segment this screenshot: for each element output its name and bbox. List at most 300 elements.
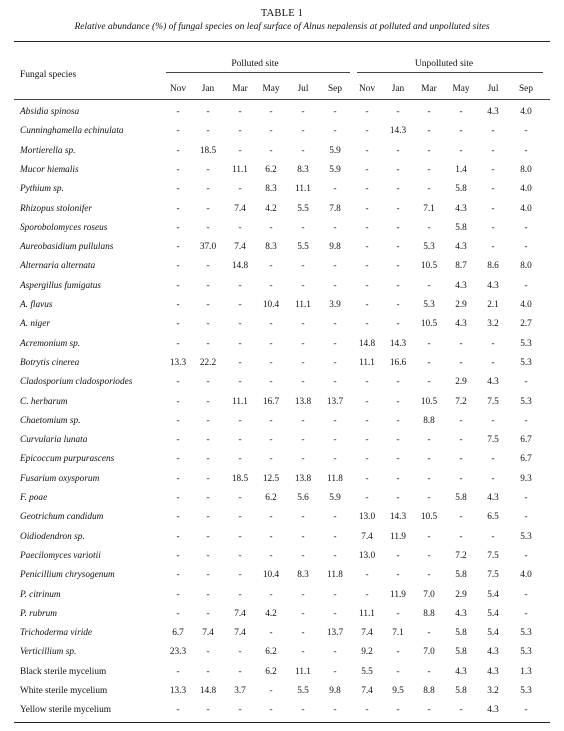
abundance-cell: - <box>396 608 400 619</box>
abundance-cell: 9.8 <box>329 686 341 696</box>
abundance-cell: - <box>301 280 305 291</box>
abundance-cell: 7.5 <box>487 550 499 561</box>
abundance-cell: - <box>269 435 273 446</box>
abundance-cell: 9.2 <box>361 647 373 658</box>
abundance-cell: - <box>491 473 495 484</box>
abundance-cell: 11.1 <box>232 164 248 175</box>
abundance-cell: - <box>491 357 495 368</box>
abundance-cell: - <box>206 164 210 175</box>
table-row <box>0 472 564 491</box>
abundance-cell: - <box>176 396 180 407</box>
abundance-cell: - <box>333 107 337 117</box>
abundance-cell: 2.9 <box>455 589 467 600</box>
abundance-cell: 5.3 <box>423 300 435 310</box>
abundance-cell: 11.8 <box>327 570 343 581</box>
species-name: Curvularia lunata <box>20 435 88 446</box>
abundance-cell: 5.3 <box>520 686 532 696</box>
species-name: F. poae <box>20 493 48 503</box>
abundance-cell: - <box>301 550 305 561</box>
abundance-cell: 7.1 <box>423 203 435 214</box>
abundance-cell: 5.3 <box>520 396 532 407</box>
abundance-cell: - <box>365 454 369 465</box>
abundance-cell: 14.8 <box>358 338 376 349</box>
abundance-cell: 10.5 <box>420 512 438 523</box>
abundance-cell: - <box>491 203 495 214</box>
abundance-cell: - <box>333 280 337 291</box>
abundance-cell: - <box>269 589 273 600</box>
abundance-cell: - <box>524 126 528 137</box>
abundance-cell: - <box>269 126 273 137</box>
abundance-cell: - <box>427 145 431 156</box>
abundance-cell: - <box>365 435 369 446</box>
abundance-cell: 5.9 <box>329 493 341 503</box>
abundance-cell: - <box>238 126 242 137</box>
abundance-cell: - <box>396 647 400 658</box>
abundance-cell: - <box>427 280 431 291</box>
abundance-cell: - <box>206 570 210 581</box>
table-row <box>0 510 564 529</box>
abundance-cell: 18.5 <box>231 473 249 484</box>
table-row <box>0 259 564 278</box>
abundance-cell: - <box>176 164 180 175</box>
table-row <box>0 375 564 394</box>
abundance-cell: 5.8 <box>455 628 467 639</box>
abundance-cell: - <box>269 531 273 542</box>
abundance-cell: - <box>396 145 400 156</box>
abundance-cell: 8.3 <box>297 164 309 175</box>
abundance-cell: 5.8 <box>455 570 467 581</box>
abundance-cell: - <box>206 126 210 137</box>
abundance-cell: - <box>491 145 495 156</box>
abundance-cell: - <box>176 242 180 253</box>
abundance-cell: 8.8 <box>423 686 435 696</box>
abundance-cell: 12.5 <box>262 473 280 484</box>
abundance-cell: - <box>206 280 210 291</box>
abundance-cell: - <box>365 164 369 175</box>
abundance-cell: 5.8 <box>455 493 467 503</box>
abundance-cell: 7.5 <box>487 570 499 581</box>
abundance-cell: - <box>206 107 210 117</box>
abundance-cell: 3.2 <box>487 686 499 696</box>
abundance-cell: - <box>491 164 495 175</box>
species-name: Penicillium chrysogenum <box>20 570 115 581</box>
abundance-cell: - <box>206 222 210 233</box>
abundance-cell: 6.5 <box>487 512 499 523</box>
abundance-cell: - <box>365 319 369 330</box>
abundance-cell: - <box>206 377 210 388</box>
abundance-cell: 14.3 <box>389 338 407 349</box>
abundance-cell: - <box>396 377 400 388</box>
abundance-cell: - <box>238 280 242 291</box>
abundance-cell: - <box>238 107 242 117</box>
abundance-cell: 4.3 <box>487 280 499 291</box>
abundance-cell: 7.2 <box>455 396 467 407</box>
abundance-cell: - <box>427 107 431 117</box>
species-name: Aureobasidium pullulans <box>20 242 114 253</box>
abundance-cell: - <box>301 589 305 600</box>
abundance-cell: 8.8 <box>423 415 435 426</box>
abundance-cell: 16.6 <box>389 357 407 368</box>
abundance-cell: - <box>427 570 431 581</box>
abundance-cell: - <box>238 300 242 310</box>
month-header: Mar <box>232 84 248 94</box>
abundance-cell: 4.3 <box>487 666 499 677</box>
abundance-cell: - <box>459 705 463 716</box>
abundance-cell: - <box>396 396 400 407</box>
species-name: Trichoderma viride <box>20 628 93 639</box>
species-name: Aspergillus fumigatus <box>20 280 102 291</box>
abundance-cell: - <box>301 107 305 117</box>
abundance-cell: - <box>176 473 180 484</box>
abundance-cell: 5.4 <box>487 589 499 600</box>
abundance-cell: - <box>301 145 305 156</box>
abundance-cell: 4.3 <box>487 107 499 117</box>
abundance-cell: - <box>427 493 431 503</box>
abundance-cell: - <box>238 222 242 233</box>
abundance-cell: 16.7 <box>262 396 280 407</box>
table-row <box>0 105 564 124</box>
abundance-cell: - <box>365 589 369 600</box>
abundance-cell: - <box>491 531 495 542</box>
abundance-cell: - <box>365 396 369 407</box>
table-row <box>0 182 564 201</box>
table-row <box>0 549 564 568</box>
abundance-cell: - <box>333 454 337 465</box>
abundance-cell: - <box>301 628 305 639</box>
abundance-cell: 8.7 <box>455 261 467 272</box>
abundance-cell: - <box>301 338 305 349</box>
abundance-cell: - <box>206 512 210 523</box>
abundance-cell: 6.7 <box>520 435 532 446</box>
abundance-cell: - <box>206 589 210 600</box>
table-row <box>0 337 564 356</box>
month-header: Jan <box>201 84 215 94</box>
abundance-cell: 6.2 <box>265 493 277 503</box>
table-row <box>0 279 564 298</box>
unpolluted-site-underline <box>357 72 543 73</box>
month-header: Jul <box>487 84 499 94</box>
abundance-cell: - <box>269 415 273 426</box>
abundance-cell: - <box>427 164 431 175</box>
abundance-cell: 4.0 <box>520 107 532 117</box>
abundance-cell: 4.3 <box>455 319 467 330</box>
abundance-cell: - <box>238 512 242 523</box>
abundance-cell: 3.7 <box>234 686 246 696</box>
abundance-cell: - <box>427 184 431 195</box>
abundance-cell: - <box>396 454 400 465</box>
bottom-rule <box>14 722 550 723</box>
abundance-cell: 5.3 <box>520 338 532 349</box>
abundance-cell: - <box>206 647 210 658</box>
abundance-cell: - <box>176 550 180 561</box>
abundance-cell: 7.0 <box>423 589 435 600</box>
species-name: Mortierella sp. <box>20 145 76 156</box>
abundance-cell: - <box>427 357 431 368</box>
polluted-site-header: Polluted site <box>231 59 279 69</box>
species-name: A. flavus <box>20 300 53 310</box>
abundance-cell: - <box>206 396 210 407</box>
abundance-cell: - <box>176 319 180 330</box>
abundance-cell: 4.3 <box>455 280 467 291</box>
abundance-cell: - <box>524 493 528 503</box>
abundance-cell: 5.4 <box>487 608 499 619</box>
abundance-cell: 14.3 <box>389 126 407 137</box>
table-row <box>0 124 564 143</box>
abundance-cell: - <box>491 415 495 426</box>
table-row <box>0 491 564 510</box>
abundance-cell: 18.5 <box>199 145 217 156</box>
abundance-cell: - <box>365 107 369 117</box>
species-name: P. citrinum <box>20 589 61 600</box>
species-name: Botrytis cinerea <box>20 357 80 368</box>
abundance-cell: 7.4 <box>234 242 246 253</box>
abundance-cell: - <box>176 261 180 272</box>
abundance-cell: 8.6 <box>487 261 499 272</box>
unpolluted-site-header: Unpolluted site <box>414 59 474 69</box>
abundance-cell: 7.1 <box>392 628 404 639</box>
abundance-cell: 13.7 <box>326 396 344 407</box>
abundance-cell: - <box>176 377 180 388</box>
abundance-cell: - <box>396 473 400 484</box>
abundance-cell: 9.5 <box>392 686 404 696</box>
abundance-cell: 2.7 <box>520 319 532 330</box>
abundance-cell: - <box>365 493 369 503</box>
abundance-cell: - <box>524 415 528 426</box>
abundance-cell: - <box>524 550 528 561</box>
abundance-cell: - <box>238 145 242 156</box>
abundance-cell: - <box>524 512 528 523</box>
abundance-cell: 5.3 <box>423 242 435 253</box>
abundance-cell: 7.8 <box>329 203 341 214</box>
abundance-cell: - <box>269 319 273 330</box>
month-header: Sep <box>328 84 342 94</box>
abundance-cell: 7.4 <box>234 608 246 619</box>
abundance-cell: 8.3 <box>297 570 309 581</box>
abundance-cell: - <box>176 666 180 677</box>
abundance-cell: 10.5 <box>420 319 438 330</box>
abundance-cell: 7.4 <box>361 628 373 639</box>
abundance-cell: 4.0 <box>520 570 532 581</box>
abundance-cell: - <box>396 493 400 503</box>
abundance-cell: - <box>176 126 180 137</box>
abundance-cell: 14.3 <box>389 512 407 523</box>
abundance-cell: 5.3 <box>520 357 532 368</box>
abundance-cell: - <box>491 242 495 253</box>
abundance-cell: - <box>396 705 400 716</box>
abundance-cell: - <box>206 454 210 465</box>
abundance-cell: 4.2 <box>265 203 277 214</box>
abundance-cell: - <box>176 280 180 291</box>
abundance-cell: - <box>176 338 180 349</box>
species-name: Verticillium sp. <box>20 647 77 658</box>
species-name: Paecilomyces variotii <box>20 550 101 561</box>
table-row <box>0 356 564 375</box>
abundance-cell: - <box>269 686 273 696</box>
abundance-cell: 23.3 <box>169 647 187 658</box>
abundance-cell: - <box>206 666 210 677</box>
abundance-cell: - <box>269 222 273 233</box>
abundance-cell: 3.2 <box>487 319 499 330</box>
abundance-cell: - <box>427 705 431 716</box>
abundance-cell: - <box>176 222 180 233</box>
abundance-cell: - <box>176 454 180 465</box>
table-row <box>0 607 564 626</box>
abundance-cell: - <box>176 415 180 426</box>
abundance-cell: - <box>269 261 273 272</box>
table-caption: Relative abundance (%) of fungal species on leaf surface of Alnus nepalensis at polluted and unpolluted sites <box>74 22 490 32</box>
month-header-row <box>0 84 564 96</box>
abundance-cell: - <box>206 319 210 330</box>
abundance-cell: - <box>333 550 337 561</box>
abundance-cell: - <box>206 415 210 426</box>
abundance-cell: - <box>333 377 337 388</box>
abundance-cell: 4.2 <box>265 608 277 619</box>
abundance-cell: - <box>176 705 180 716</box>
abundance-cell: 5.3 <box>520 531 532 542</box>
table-row <box>0 568 564 587</box>
abundance-cell: 11.1 <box>295 300 311 310</box>
abundance-cell: - <box>427 666 431 677</box>
abundance-cell: - <box>269 107 273 117</box>
abundance-cell: 13.3 <box>169 686 187 696</box>
species-name: Chaetomium sp. <box>20 415 81 426</box>
abundance-cell: - <box>459 107 463 117</box>
species-name: Absidia spinosa <box>20 107 80 117</box>
abundance-cell: 8.0 <box>520 261 532 272</box>
abundance-cell: 4.0 <box>520 300 532 310</box>
abundance-cell: - <box>238 531 242 542</box>
abundance-cell: - <box>491 126 495 137</box>
abundance-cell: - <box>491 184 495 195</box>
abundance-cell: - <box>396 280 400 291</box>
month-header: Jan <box>391 84 405 94</box>
abundance-cell: - <box>396 164 400 175</box>
species-column-header: Fungal species <box>20 70 77 80</box>
abundance-cell: - <box>269 550 273 561</box>
abundance-cell: - <box>238 357 242 368</box>
abundance-cell: 8.3 <box>265 242 277 253</box>
abundance-cell: - <box>176 300 180 310</box>
species-name: Fusarium oxysporum <box>20 473 100 484</box>
abundance-cell: - <box>365 261 369 272</box>
abundance-cell: - <box>396 435 400 446</box>
abundance-cell: - <box>176 589 180 600</box>
abundance-cell: - <box>491 454 495 465</box>
abundance-cell: 2.9 <box>455 300 467 310</box>
abundance-cell: - <box>396 242 400 253</box>
abundance-cell: - <box>301 512 305 523</box>
abundance-cell: - <box>365 300 369 310</box>
abundance-cell: 1.3 <box>520 666 532 677</box>
abundance-cell: 5.3 <box>520 647 532 658</box>
abundance-cell: - <box>333 415 337 426</box>
abundance-cell: - <box>301 608 305 619</box>
abundance-cell: 5.8 <box>455 647 467 658</box>
species-name: Geotrichum candidum <box>20 512 104 523</box>
abundance-cell: - <box>396 415 400 426</box>
abundance-cell: - <box>365 570 369 581</box>
abundance-cell: 5.8 <box>455 184 467 195</box>
abundance-cell: 13.0 <box>358 550 376 561</box>
abundance-cell: 6.2 <box>265 164 277 175</box>
abundance-cell: 4.3 <box>455 666 467 677</box>
abundance-cell: - <box>206 473 210 484</box>
table-row <box>0 298 564 317</box>
abundance-cell: 37.0 <box>199 242 217 253</box>
table-row <box>0 202 564 221</box>
abundance-cell: 8.3 <box>265 184 277 195</box>
species-name: Pythium sp. <box>20 184 64 195</box>
abundance-cell: - <box>365 705 369 716</box>
abundance-cell: 11.1 <box>295 184 311 195</box>
abundance-cell: 7.2 <box>455 550 467 561</box>
abundance-cell: - <box>206 435 210 446</box>
abundance-cell: - <box>524 608 528 619</box>
month-header: Nov <box>358 84 375 94</box>
abundance-cell: - <box>238 415 242 426</box>
abundance-cell: 5.5 <box>361 666 373 677</box>
abundance-cell: - <box>365 377 369 388</box>
abundance-cell: 5.5 <box>297 686 309 696</box>
abundance-cell: - <box>176 435 180 446</box>
abundance-cell: 11.1 <box>232 396 248 407</box>
abundance-cell: - <box>491 222 495 233</box>
abundance-cell: - <box>524 589 528 600</box>
abundance-cell: 5.9 <box>329 145 341 156</box>
abundance-cell: 6.7 <box>172 628 184 639</box>
polluted-site-underline <box>166 72 350 73</box>
abundance-cell: - <box>427 550 431 561</box>
abundance-cell: - <box>269 454 273 465</box>
species-name: Mucor hiemalis <box>20 164 79 175</box>
abundance-cell: - <box>396 666 400 677</box>
abundance-cell: 5.5 <box>297 242 309 253</box>
abundance-cell: - <box>365 184 369 195</box>
abundance-cell: - <box>427 628 431 639</box>
abundance-cell: - <box>333 608 337 619</box>
abundance-cell: 5.9 <box>329 164 341 175</box>
abundance-cell: - <box>238 705 242 716</box>
abundance-cell: 5.3 <box>520 628 532 639</box>
abundance-cell: 9.8 <box>329 242 341 253</box>
abundance-cell: - <box>301 647 305 658</box>
abundance-cell: 7.4 <box>202 628 214 639</box>
abundance-cell: - <box>524 280 528 291</box>
abundance-cell: - <box>301 435 305 446</box>
abundance-cell: - <box>365 473 369 484</box>
table-row <box>0 414 564 433</box>
table-row <box>0 684 564 703</box>
abundance-cell: - <box>301 261 305 272</box>
abundance-cell: 14.8 <box>231 261 249 272</box>
abundance-cell: - <box>238 184 242 195</box>
abundance-cell: 10.5 <box>420 261 438 272</box>
abundance-cell: - <box>206 608 210 619</box>
month-header: Jul <box>297 84 309 94</box>
abundance-cell: 11.8 <box>327 473 343 484</box>
table-row <box>0 645 564 664</box>
table-row <box>0 665 564 684</box>
abundance-cell: 7.4 <box>234 628 246 639</box>
abundance-cell: - <box>365 222 369 233</box>
abundance-cell: - <box>238 647 242 658</box>
abundance-cell: - <box>301 415 305 426</box>
abundance-cell: - <box>427 435 431 446</box>
abundance-cell: - <box>206 705 210 716</box>
species-name: P. rubrum <box>20 608 58 619</box>
abundance-cell: - <box>396 107 400 117</box>
abundance-cell: 7.4 <box>361 531 373 542</box>
